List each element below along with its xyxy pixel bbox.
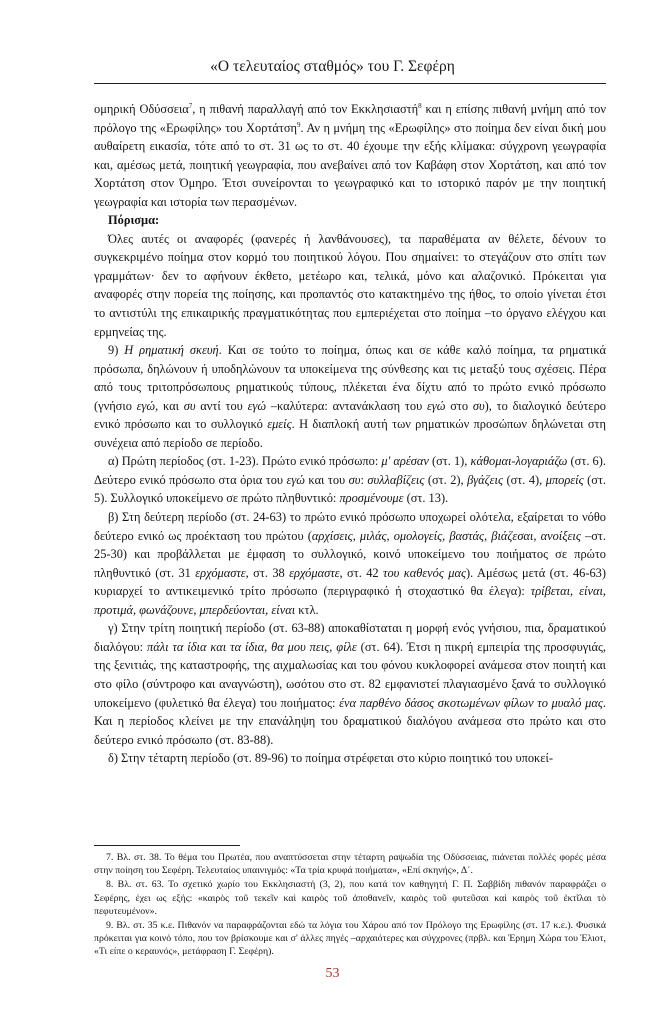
paragraph-conclusion: Όλες αυτές οι αναφορές (φανερές ή λανθάνουσες), τα παραθέματα αν θέλετε, δένουν το συγκεκριμένο ποίημα στον κορμό του ποιητικού λόγου. Που σημαίνει: το στεγάζουν στο σπίτι των γραμμάτων· δεν το αφήνουν έκθετο, μετέωρο και, τελικά, μόνο και αλαζονικό. Πρόκειται για αναφορές στην πορεία της ποίησης, και προπαντός στο κατακτημένο της ήθος, το οποίο γίνεται έτσι το αντιστύλι της επικαιρικής πραγματικότητας που εμπεριέχεται στο ποίημα –το όργανο ελέγχου και ερμηνείας της. [94, 231, 606, 339]
text-run: –καλύτερα: αντανάκλαση του [265, 398, 427, 413]
footnote-8: 8. Βλ. στ. 63. Το σχετικό χωρίο του Εκκλησιαστή (3, 2), που κατά τον καθηγητή Γ. Π. Σαββίδη πιθανόν παραφράζει ο Σεφέρης, έχει ως εξής: «καιρὸς τοῦ τεκεῖν καὶ καιρὸς τοῦ ἀποθανεῖν, καιρὸς τοῦ φυτεῦσαι καὶ καιρὸς τοῦ ἐκτῖλαι τὸ πεφυτευμένον». [94, 879, 606, 917]
paragraph-1 [94, 100, 606, 211]
text-run: . Και σε τούτο το ποίημα, όπως και σε κάθε καλό ποίημα, τα ρηματικά πρόσωπα, δηλώνουν ή υποδηλώνουν τα υποκείμενα της σύνθεσης και τις μεταξύ τους σχέσεις. Πέρα από τους τριτοπρόσωπους ρηματικούς τύπους, πλέκεται ένα δίχτυ από το πρώτο ενικό πρόσωπο (γνήσιο [94, 343, 607, 413]
italic-run: του καθενός μας [383, 565, 467, 580]
italic-run: συ [183, 398, 196, 413]
italic-run: μ' αρέσαν [381, 454, 429, 469]
italic-run: εμείς [267, 417, 292, 432]
paragraph-9 [94, 341, 606, 452]
italic-run: βγάζεις [467, 472, 504, 487]
italic-run: ένα παρθένο δάσος σκοτωμένων φίλων το μυαλό μας [339, 695, 603, 710]
text-run: . Και η περίοδος κλείνει με την επανάληψη του δραματικού διαλόγου ανάμεσα στο πρώτο και στο δεύτερο ενικό πρόσωπο (στ. 83-88). [94, 695, 606, 747]
paragraph-beta [94, 508, 606, 619]
text-run: β) Στη δεύτερη περίοδο (στ. 24-63) το πρώτο ενικό πρόσωπο υποχωρεί ολότελα, εξαίρεται το νόθο δεύτερο ενικό ως προέκταση του πρώτου ( [94, 510, 606, 543]
text-run: κτλ. [295, 602, 319, 617]
footnote-ref-8[interactable]: 8 [418, 102, 422, 110]
italic-run: συλλαβίζεις [367, 472, 425, 487]
text-run: και η επίσης πιθανή μνήμη από τον πρόλογο της «Ερωφίλης» του Χορτάτση [94, 102, 606, 135]
italic-run: κάθομαι-λογαριάζω [470, 454, 568, 469]
footnote-ref-9[interactable]: 9 [297, 120, 301, 129]
paragraph-alpha [94, 452, 606, 508]
footnote-ref-7[interactable]: 7 [188, 102, 193, 110]
text-run: , στ. 38 [245, 565, 290, 580]
text-run: (στ. 6). Δεύτερο ενικό πρόσωπο στα όρια του [94, 454, 606, 487]
running-head: «Ο τελευταίος σταθμός» του Γ. Σεφέρη [210, 58, 455, 75]
italic-run: ερχόμαστε [289, 565, 340, 580]
text-run: (στ. 4), [503, 472, 546, 487]
text-run: ). Αμέσως μετά (στ. 46-63) κυριαρχεί το αντικειμενικό τρίτο πρόσωπο (περιγραφικό ή στοχαστικό θα έλεγα): [94, 565, 606, 599]
italic-run: εγώ [247, 398, 266, 413]
italic-run: τρίβεται, είναι, προτιμά, φωνάζουνε, μπερδεύονται, είναι [94, 584, 607, 617]
italic-run: ερχόμαστε [195, 565, 246, 580]
text-run: στο [445, 398, 473, 413]
italic-run: πάλι τα ίδια και τα ίδια, θα μου πεις, φίλε [147, 639, 357, 654]
text-run: α) Πρώτη περίοδος (στ. 1-23). Πρώτο ενικό πρόσωπο: [108, 454, 382, 469]
text-run: αντί του [195, 398, 248, 413]
text-run: (στ. 1), [428, 454, 471, 469]
text-run: (στ. 13). [403, 491, 449, 506]
text-run: (στ. 2), [424, 472, 468, 487]
italic-run: προσμένουμε [339, 491, 404, 506]
body-text [94, 100, 606, 768]
text-run: , η πιθανή παραλλαγή από τον Εκκλησιαστή [192, 102, 419, 116]
text-run: : [360, 472, 368, 487]
italic-run: εγώ [286, 472, 305, 487]
text-run: ), το διαλογικό δεύτερο ενικό πρόσωπο και το συλλογικό [94, 398, 606, 432]
text-run: . Η διαπλοκή αυτή των ρηματικών προσώπων δηλώνεται στη συνέχεια από περίοδο σε περίοδο. [94, 417, 606, 450]
italic-run: εγώ [136, 398, 156, 413]
italic-run: συ [472, 398, 485, 413]
footnote-9: 9. Βλ. στ. 35 κ.ε. Πιθανόν να παραφράζονται εδώ τα λόγια του Χάρου από τον Πρόλογο της Ερωφίλης (στ. 17 κ.ε.). Φυσικά πρόκειται για κοινό τόπο, που τον βρίσκουμε και σ' άλλες πηγές –αρχαιότερες και σύγχρονες (πρβλ. και Έρημη Χώρα του Έλιοτ, «Τι είπε ο κεραυνός», μετάφραση Γ. Σεφέρη). [94, 920, 606, 958]
text-run: (στ. 64). Έτσι η πικρή εμπειρία της προσφυγιάς, της ξενιτιάς, της καταστροφής, της αιχμαλωσίας και του φόνου κυκλοφορεί ανάμεσα στον ποιητή και στο φίλο (σύντροφο και αναγνώστη), ωσότου στο στ. 82 εμφανιστεί πλαγιασμένο ξανά το συλλογικό υποκείμενο (φυλετικό θα έλεγα) του ποιήματος: [94, 639, 607, 710]
italic-run: συ [348, 472, 361, 487]
text-run: . Αν η μνήμη της «Ερωφίλης» στο ποίημα δεν είναι δική μου αυθαίρετη εικασία, τότε από το στ. 31 ως το στ. 40 έχουμε την εξής κλίμακα: σύγχρονη γεωγραφία και, αμέσως μετά, ποιητική γεωγραφία, που ανεβαίνει από τον Καβάφη στον Χορτάτση, και από τον Χορτάτση στον Όμηρο. Έτσι συνείρονται το γεωγραφικό και το ιστορικό παρόν με την ποιητική γεωγραφία και ιστορία των περασμένων. [94, 120, 607, 209]
text-run: 9) [108, 343, 125, 358]
footnotes [94, 851, 606, 960]
italic-run: αρχίσεις, μιλάς, ομολογείς, βαστάς, βιάζεσαι, ανοίξεις [311, 528, 581, 543]
header-rule [94, 83, 606, 84]
text-run: γ) Στην τρίτη ποιητική περίοδο (στ. 63-88) αποκαθίσταται η μορφή ενός γνήσιου, πια, δραματικού διαλόγου: [94, 621, 606, 654]
text-run: –στ. 25-30) και προβάλλεται με έμφαση το συλλογικό, κοινό υποκείμενο του ποιήματος σε πρώτο πληθυντικό (στ. 31 [94, 528, 606, 580]
text-run: ομηρική Οδύσσεια [94, 102, 189, 116]
italic-run: εγώ [427, 398, 446, 413]
text-run: , και [155, 398, 184, 413]
paragraph-delta: δ) Στην τέταρτη περίοδο (στ. 89-96) το ποίημα στρέφεται στο κύριο ποιητικό του υποκεί- [108, 751, 553, 766]
section-heading: Πόρισμα: [108, 213, 160, 228]
italic-run: Η ρηματική σκευή [124, 343, 219, 358]
text-run: και του [304, 472, 349, 487]
page-number: 53 [325, 966, 340, 981]
italic-run: μπορείς [545, 472, 584, 487]
footnote-rule [94, 845, 240, 846]
text-run: (στ. 5). Συλλογικό υποκείμενο σε πρώτο πληθυντικό: [94, 472, 607, 506]
footnote-7: 7. Βλ. στ. 38. Το θέμα του Πρωτέα, που αναπτύσσεται στην τέταρτη ραψωδία της Οδύσσειας, πιάνεται πολλές φορές μέσα στην ποίηση του Σεφέρη. Τελευταίος υπαινιγμός: «Τα τρία κρυφά ποιήματα», «Επί σκηνής», Δ΄. [94, 852, 606, 877]
paragraph-gamma [94, 619, 606, 749]
text-run: , στ. 42 [339, 565, 384, 580]
